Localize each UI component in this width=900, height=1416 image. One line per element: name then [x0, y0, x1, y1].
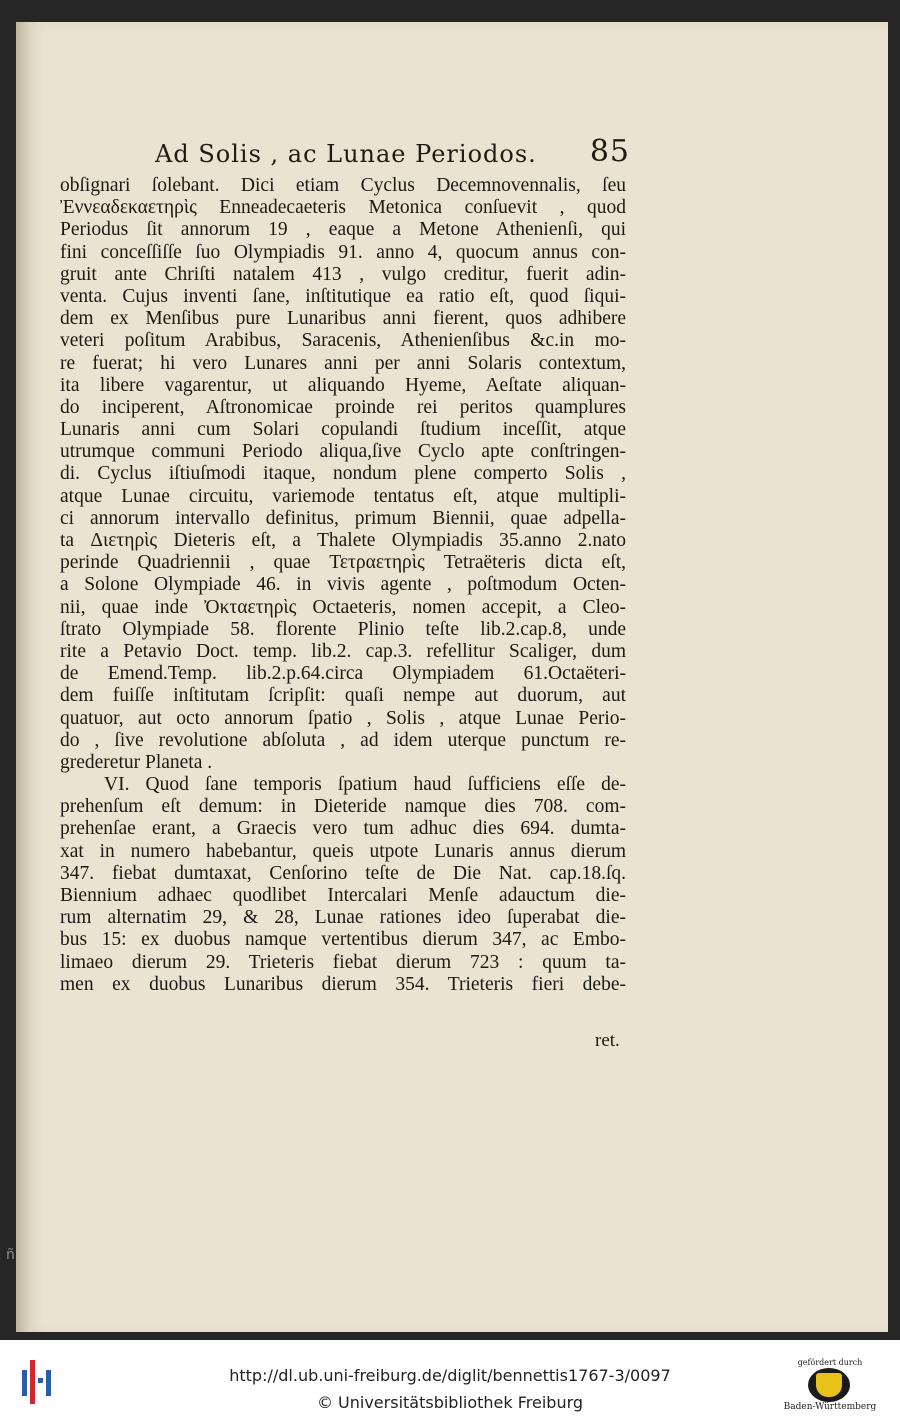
page-gutter-edge — [16, 22, 32, 1332]
text-line: Ἐννεαδεκαετηρὶς Enneadecaeteris Metonica conſuevit , quod — [60, 197, 626, 219]
page-number: 85 — [589, 134, 630, 169]
running-head — [155, 134, 630, 176]
catchword: ret. — [595, 1030, 620, 1051]
crest-shield-icon — [816, 1373, 842, 1397]
baden-wuerttemberg-crest-icon — [808, 1368, 850, 1402]
text-line: do , ſive revolutione abſoluta , ad idem uterque punctum re- — [60, 729, 626, 751]
text-line: rite a Petavio Doct. temp. lib.2. cap.3. refellitur Scaliger, dum — [60, 640, 626, 662]
text-line: Lunaris anni cum Solari copulandi ſtudium inceſſit, atque — [60, 419, 626, 441]
text-line: di. Cyclus iſtiuſmodi itaque, nondum plene comperto Solis , — [60, 463, 626, 485]
running-head-title: Ad Solis , ac Lunae Periodos. — [155, 140, 537, 168]
text-line: fini conceſſiſſe ſuo Olympiadis 91. anno 4, quocum annus con- — [60, 241, 626, 263]
text-line: ta Διετηρὶς Dieteris eſt, a Thalete Olympiadis 35.anno 2.nato — [60, 530, 626, 551]
text-line: dem ex Menſibus pure Lunaribus anni fierent, quos adhibere — [60, 308, 626, 330]
text-line: nii, quae inde Ὀκταετηρὶς Octaeteris, nomen accepit, a Cleo- — [60, 596, 626, 618]
text-line: re fuerat; hi vero Lunares anni per anni Solaris contextum, — [60, 352, 626, 374]
text-line: atque Lunae circuitu, variemode tentatus eſt, atque multipli- — [60, 485, 626, 507]
text-line: de Emend.Temp. lib.2.p.64.circa Olympiadem 61.Octaëteri- — [60, 663, 626, 685]
text-line: obſignari ſolebant. Dici etiam Cyclus Decemnovennalis, ſeu — [60, 175, 626, 196]
text-line: bus 15: ex duobus namque vertentibus dierum 347, ac Embo- — [60, 929, 626, 951]
text-line: venta. Cujus inventi ſane, inſtitutique ea ratio eſt, quod ſiqui- — [60, 285, 626, 307]
text-line: dem fuiſſe inſtitutam ſcripſit: quaſi nempe aut duorum, aut — [60, 685, 626, 707]
text-line: ci annorum intervallo definitus, primum Biennii, quae adpella- — [60, 507, 626, 529]
text-line: quatuor, aut octo annorum ſpatio , Solis , atque Lunae Perio- — [60, 707, 626, 729]
sponsor-name: Baden-Württemberg — [783, 1402, 877, 1412]
copyright-notice: © Universitätsbibliothek Freiburg — [316, 1393, 584, 1412]
text-line: men ex duobus Lunaribus dierum 354. Trieteris fieri debe- — [60, 973, 626, 995]
text-line: ſtrato Olympiade 58. florente Plinio teſte lib.2.cap.8, unde — [60, 618, 626, 640]
margin-mark: ñ — [6, 1247, 15, 1263]
text-line: perinde Quadriennii , quae Τετραετηρὶς Tetraëteris dicta eſt, — [60, 552, 626, 574]
text-line: veteri poſitum Arabibus, Saracenis, Athenienſibus &c.in mo- — [60, 330, 626, 352]
text-line: do inciperent, Aſtronomicae proinde rei peritos quamplures — [60, 396, 626, 418]
text-line: Biennium adhaec quodlibet Intercalari Menſe adauctum die- — [60, 885, 626, 906]
text-line: limaeo dierum 29. Trieteris fiebat dierum 723 : quum ta- — [60, 951, 626, 973]
text-line: VI. Quod ſane temporis ſpatium haud ſufficiens eſſe de- — [104, 774, 626, 796]
text-line: xat in numero habebantur, queis utpote Lunaris annus dierum — [60, 840, 626, 862]
text-line: prehenſum eſt demum: in Dieteride namque dies 708. com- — [60, 796, 626, 818]
body-text — [60, 175, 626, 996]
text-line: gruit ante Chriſti natalem 413 , vulgo creditur, fuerit adin- — [60, 263, 626, 285]
text-line: Periodus ſit annorum 19 , eaque a Metone Athenienſi, qui — [60, 219, 626, 241]
text-line: 347. fiebat dumtaxat, Cenſorino teſte de Die Nat. cap.18.ſq. — [60, 862, 626, 884]
text-line: rum alternatim 29, & 28, Lunae rationes ideo ſuperabat die- — [60, 907, 626, 929]
text-line: utrumque communi Periodo aliqua,ſive Cyclo apte conſtringen- — [60, 441, 626, 463]
text-line: grederetur Planeta . — [60, 751, 213, 773]
text-line: a Solone Olympiade 46. in vivis agente , poſtmodum Octen- — [60, 574, 626, 596]
text-line: ita libere vagarentur, ut aliquando Hyeme, Aeſtate aliquan- — [60, 374, 626, 396]
permalink-url[interactable]: http://dl.ub.uni-freiburg.de/diglit/bennettis1767-3/0097 — [229, 1366, 671, 1385]
sponsor-label: gefördert durch — [797, 1358, 863, 1367]
text-line: prehenſae erant, a Graecis vero tum adhuc dies 694. dumta- — [60, 818, 626, 840]
